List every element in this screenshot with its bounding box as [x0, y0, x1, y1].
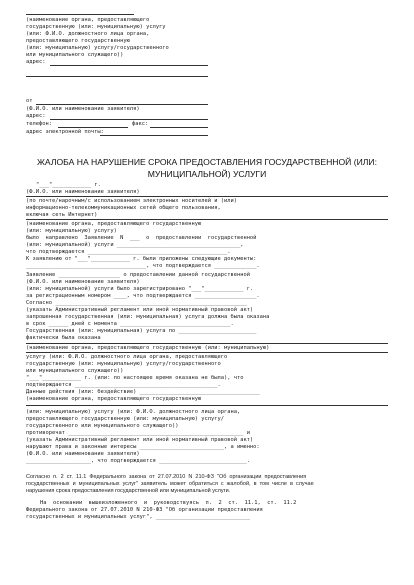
body-line: за регистрационным номером ____, что подтверждается ___________________. [26, 293, 260, 299]
underline [150, 127, 208, 128]
body-line: подтверждается ____________________________________________. [26, 382, 221, 388]
body-line: ____________________, что подтверждается ___________________________. [26, 458, 250, 464]
email-label: адрес электронной почты: [26, 129, 104, 135]
body-line: (наименование органа, предоставляющего государственную (или: муниципальную) [26, 345, 270, 351]
underline [26, 14, 134, 15]
body-line: запрошенная государственная (или: муниципальная) услуга должна была оказана [26, 314, 270, 320]
body-line: Государственная (или: муниципальная) услуга по ________________________ [26, 328, 257, 334]
document-title-line-1: ЖАЛОБА НА НАРУШЕНИЕ СРОКА ПРЕДОСТАВЛЕНИЯ ГОСУДАРСТВЕННОЙ (ИЛИ: [36, 157, 377, 167]
body-line: было направлено Заявление N ___ о предоставлении государственной [26, 235, 257, 241]
underline [50, 119, 208, 120]
address-label: адрес: [26, 113, 46, 119]
body-line: информационно-телекоммуникационных сетей общего пользования, [26, 205, 221, 211]
recipient-line-6: или муниципального служащего)) [26, 52, 124, 58]
body-line: (Ф.И.О. или наименование заявителя) [26, 451, 140, 457]
body-line: государственную (или: муниципальную) услугу/государственного [26, 361, 221, 367]
recipient-line-4: предоставляющего государственную [26, 38, 130, 44]
phone-label: телефон: [26, 121, 52, 127]
body-line: (наименование органа, предоставляющего государственную [26, 396, 202, 402]
body-line: (Ф.И.О. или наименование заявителя) [26, 189, 140, 195]
closing-line-1: На основании вышеизложенного и руководствуясь п. 2 ст. 11.1, ст. 11.2 [40, 500, 297, 506]
underline [26, 352, 388, 353]
body-line: (указать Административный регламент или иной нормативный правовой акт) [26, 437, 254, 443]
body-line: услугу (или: Ф.И.О. должностного лица органа, предоставляющего [26, 354, 228, 360]
closing-line-3: государственных и муниципальных услуг", _____________________________ [26, 514, 250, 520]
date-line: "___"____________ г. [36, 182, 101, 188]
document-title-line-2: МУНИЦИПАЛЬНОЙ) УСЛУГИ [147, 169, 267, 179]
recipient-line-1: (наименование органа, предоставляющего [26, 17, 150, 23]
body-line: что подтверждается ___________________________________________. [26, 249, 231, 255]
body-line: (Ф.И.О. или наименование заявителя) [26, 279, 140, 285]
body-line: Данные действия (или: бездействие) _____________________________________ [26, 389, 260, 395]
law-line-2: государственных и муниципальных услуг" заявитель может обратиться с жалобой, в том числе в случае [26, 481, 314, 487]
closing-line-2: Федерального закона от 27.07.2010 N 210-ФЗ "Об организации предоставления [26, 507, 263, 513]
body-line: _____________________________________, что подтверждается _____________. [26, 263, 260, 269]
body-line: фактически была оказана [26, 335, 101, 341]
body-line: (или: муниципальной) услуги было зарегистрировано "___"____________ г. [26, 286, 254, 292]
recipient-line-3: (или: Ф.И.О. должностного лица органа, [26, 31, 150, 37]
body-line: включая сеть Интернет) [26, 212, 98, 218]
body-line: (по почте/нарочным/с использованием электронных носителей и (или) [26, 198, 237, 204]
underline [26, 343, 388, 344]
body-line: Согласно ___________________________________________________________ [26, 300, 247, 306]
fax-label: факс: [132, 121, 149, 127]
body-line: (указать Административный регламент или иной нормативный правовой акт) [26, 307, 254, 313]
body-line: (или: муниципальную) услугу) [26, 228, 117, 234]
from-label: от [26, 98, 33, 104]
body-line: Заявление ___________________ о предоставлении данной государственной [26, 272, 250, 278]
body-line: (или: муниципальной) услуги ______________________________________, [26, 242, 244, 248]
law-line-1: Согласно п. 2 ст. 11.1 Федерального закона от 27.07.2010 N 210-ФЗ "Об организации предоставления [26, 474, 307, 480]
body-line: нарушают права и законные интересы __________________________, а именно: [26, 444, 260, 450]
body-line: предоставляющего государственную (или: муниципальную) услугу/ [26, 416, 224, 422]
body-line: государственного или муниципального служащего)) [26, 423, 179, 429]
underline [26, 405, 388, 406]
underline [26, 76, 208, 77]
body-line: (наименование органа, предоставляющего государственную [26, 221, 202, 227]
body-line: или муниципального служащего)) [26, 368, 124, 374]
underline [26, 219, 388, 220]
underline [100, 135, 208, 136]
recipient-address-label: адрес: [26, 59, 46, 65]
body-line: "___"____________ г. (или: по настоящее время оказана не была), что [26, 375, 244, 381]
body-line: (или: муниципальную) услугу (или: Ф.И.О. должностного лица органа, [26, 409, 241, 415]
underline [50, 65, 208, 66]
recipient-line-2: государственную (или: муниципальную) услугу [26, 24, 166, 30]
law-line-3: нарушения срока предоставления государственной или муниципальной услуги. [26, 488, 231, 494]
body-line: в срок ______ дней с момента __________________________________. [26, 321, 234, 327]
underline [58, 127, 128, 128]
recipient-line-5: (или: муниципальную) услугу/государственного [26, 45, 169, 51]
underline [36, 104, 208, 105]
body-line: К заявлению от "___"____________ г. были приложены следующие документы: [26, 256, 257, 262]
underline [26, 196, 388, 197]
body-line: противоречат ______________________________________________________ и [26, 430, 250, 436]
applicant-name-hint: (Ф.И.О. или наименование заявителя) [26, 106, 140, 112]
